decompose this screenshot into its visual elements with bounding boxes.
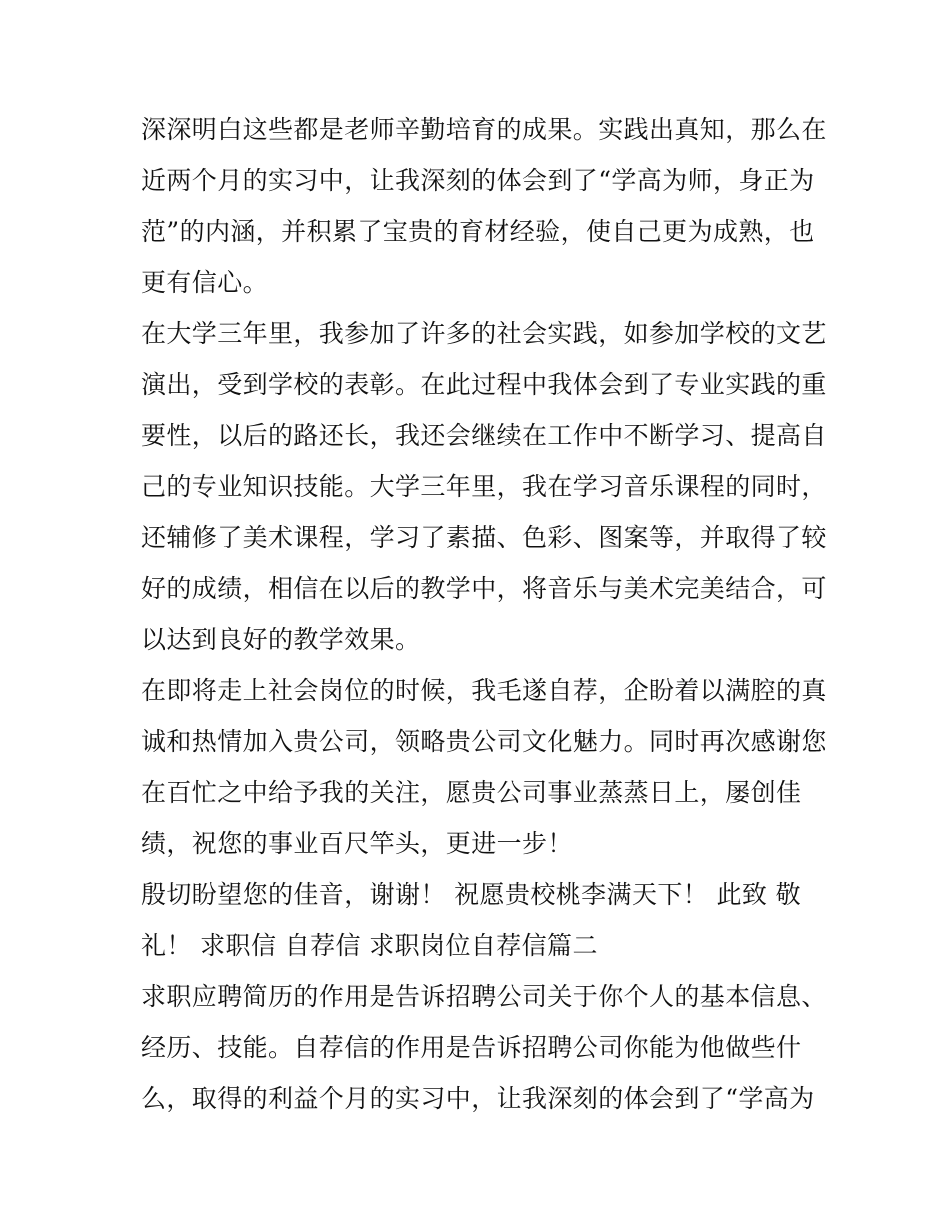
text-line: 诚和热情加入贵公司，领略贵公司文化魅力。同时再次感谢您	[141, 727, 827, 756]
text-line: 殷切盼望您的佳音，谢谢！ 祝愿贵校桃李满天下！ 此致 敬	[141, 880, 802, 909]
text-line: 求职应聘简历的作用是告诉招聘公司关于你个人的基本信息、	[141, 982, 827, 1011]
text-line: 好的成绩，相信在以后的教学中，将音乐与美术完美结合，可	[141, 574, 827, 603]
text-line: 近两个月的实习中，让我深刻的体会到了“学高为师，身正为	[141, 166, 815, 195]
text-line: 经历、技能。自荐信的作用是告诉招聘公司你能为他做些什	[141, 1033, 802, 1062]
text-line: 在即将走上社会岗位的时候，我毛遂自荐，企盼着以满腔的真	[141, 676, 827, 705]
text-line: 演出，受到学校的表彰。在此过程中我体会到了专业实践的重	[141, 370, 827, 399]
text-line: 绩，祝您的事业百尺竿头，更进一步！	[141, 829, 573, 858]
text-line: 在百忙之中给予我的关注，愿贵公司事业蒸蒸日上，屡创佳	[141, 778, 802, 807]
text-line: 以达到良好的教学效果。	[141, 625, 421, 654]
text-line: 己的专业知识技能。大学三年里，我在学习音乐课程的同时，	[141, 472, 827, 501]
text-line: 深深明白这些都是老师辛勤培育的成果。实践出真知，那么在	[141, 115, 827, 144]
text-line: 礼！ 求职信 自荐信 求职岗位自荐信篇二	[141, 931, 598, 960]
text-line: 么，取得的利益个月的实习中，让我深刻的体会到了“学高为	[141, 1084, 815, 1113]
text-line: 要性，以后的路还长，我还会继续在工作中不断学习、提高自	[141, 421, 827, 450]
text-line: 范”的内涵，并积累了宝贵的育材经验，使自己更为成熟，也	[141, 217, 815, 246]
document-body	[141, 104, 827, 1124]
text-line: 在大学三年里，我参加了许多的社会实践，如参加学校的文艺	[141, 319, 827, 348]
text-line: 还辅修了美术课程，学习了素描、色彩、图案等，并取得了较	[141, 523, 827, 552]
text-line: 更有信心。	[141, 268, 269, 297]
